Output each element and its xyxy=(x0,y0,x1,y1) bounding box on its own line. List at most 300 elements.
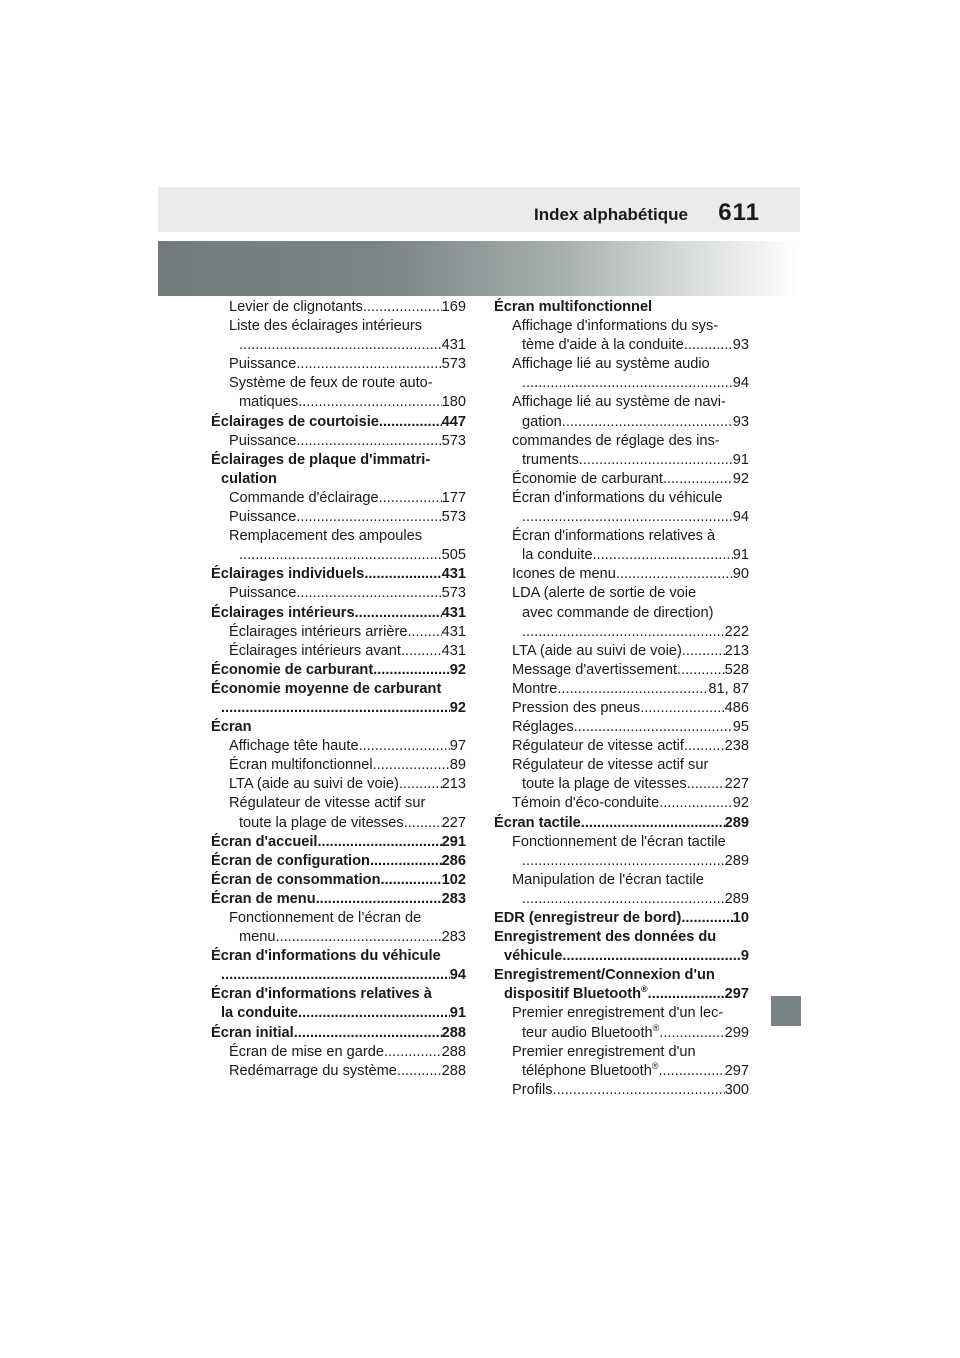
index-line xyxy=(229,508,466,527)
page-reference[interactable]: 93 xyxy=(732,413,749,430)
index-subentry xyxy=(494,794,749,813)
page-reference[interactable]: 286 xyxy=(441,852,466,869)
index-line xyxy=(512,756,749,775)
index-line xyxy=(512,470,749,489)
index-subentry xyxy=(211,355,466,374)
page-reference[interactable]: 431 xyxy=(441,337,466,354)
index-entry xyxy=(211,947,466,985)
index-subentry xyxy=(494,565,749,584)
dot-leader xyxy=(399,775,442,794)
dot-leader xyxy=(522,623,725,642)
index-subentry xyxy=(211,432,466,451)
index-entry xyxy=(211,833,466,852)
page-reference[interactable]: 528 xyxy=(724,661,749,678)
index-term: Écran initial xyxy=(211,1024,294,1041)
index-term: Écran xyxy=(211,719,252,736)
index-line xyxy=(229,909,466,928)
index-line xyxy=(229,546,466,565)
index-line xyxy=(512,794,749,813)
index-line xyxy=(211,565,466,584)
index-subentry xyxy=(494,1004,749,1042)
dot-leader xyxy=(522,508,733,527)
index-entry xyxy=(494,814,749,833)
page-reference[interactable]: 213 xyxy=(441,776,466,793)
page-reference[interactable]: 81, 87 xyxy=(708,680,749,697)
index-line xyxy=(494,928,749,947)
index-entry xyxy=(211,871,466,890)
index-term: Affichage d'informations du sys- xyxy=(512,318,719,335)
header-band xyxy=(158,187,800,232)
index-line xyxy=(512,1024,749,1043)
page-reference[interactable]: 431 xyxy=(441,566,466,583)
index-term: Régulateur de vitesse actif xyxy=(512,738,684,755)
index-line xyxy=(211,1004,466,1023)
page-reference[interactable]: 289 xyxy=(724,814,749,831)
index-line xyxy=(494,909,749,928)
index-subentry xyxy=(494,1081,749,1100)
index-line xyxy=(512,1062,749,1081)
page-reference[interactable]: 92 xyxy=(449,699,466,716)
index-line xyxy=(211,699,466,718)
index-subentry xyxy=(494,871,749,909)
dot-leader xyxy=(640,699,724,718)
page-reference[interactable]: 94 xyxy=(732,375,749,392)
page-reference[interactable]: 289 xyxy=(724,852,749,869)
page-reference[interactable]: 222 xyxy=(724,623,749,640)
index-term: Affichage tête haute xyxy=(229,738,359,755)
index-subentry xyxy=(494,1043,749,1081)
dot-leader xyxy=(355,604,442,623)
dot-leader xyxy=(359,737,450,756)
dot-leader xyxy=(221,966,450,985)
index-line xyxy=(512,432,749,451)
dot-leader xyxy=(363,298,442,317)
index-line xyxy=(211,833,466,852)
dot-leader xyxy=(522,852,725,871)
index-subentry xyxy=(211,794,466,832)
index-term: Écran de mise en garde xyxy=(229,1043,384,1060)
index-line xyxy=(512,508,749,527)
dot-leader xyxy=(659,1024,724,1043)
page-reference[interactable]: 431 xyxy=(441,623,466,640)
index-term: Écran d'informations relatives à xyxy=(512,528,716,545)
index-term: menu xyxy=(239,929,276,946)
index-term: Affichage lié au système audio xyxy=(512,356,710,373)
page-reference[interactable]: 291 xyxy=(441,833,466,850)
index-line xyxy=(512,833,749,852)
index-line xyxy=(229,756,466,775)
index-subentry xyxy=(211,508,466,527)
index-entry xyxy=(494,909,749,928)
page-reference[interactable]: 283 xyxy=(441,890,466,907)
page-reference[interactable]: 486 xyxy=(724,699,749,716)
page-reference[interactable]: 91 xyxy=(732,547,749,564)
index-line xyxy=(512,1004,749,1023)
index-term: Système de feux de route auto- xyxy=(229,375,433,392)
dot-leader xyxy=(296,355,441,374)
page-reference[interactable]: 299 xyxy=(724,1024,749,1041)
index-subentry xyxy=(494,432,749,470)
index-line xyxy=(512,546,749,565)
index-line xyxy=(229,355,466,374)
registered-mark: ® xyxy=(641,985,648,995)
index-line xyxy=(229,775,466,794)
index-term: LTA (aide au suivi de voie) xyxy=(229,776,399,793)
index-line xyxy=(512,680,749,699)
dot-leader xyxy=(407,623,441,642)
index-entry xyxy=(211,604,466,623)
index-subentry xyxy=(211,737,466,756)
dot-leader xyxy=(522,374,733,393)
dot-leader xyxy=(239,336,442,355)
index-line xyxy=(512,355,749,374)
index-term: teur audio Bluetooth® xyxy=(522,1023,660,1041)
page-reference[interactable]: 180 xyxy=(441,394,466,411)
index-term: Commande d'éclairage xyxy=(229,489,379,506)
index-subentry xyxy=(494,489,749,527)
index-subentry xyxy=(211,642,466,661)
index-term: Éclairages intérieurs arrière xyxy=(229,623,408,640)
index-line xyxy=(211,680,466,699)
dot-leader xyxy=(296,508,441,527)
index-line xyxy=(211,947,466,966)
page-reference[interactable]: 431 xyxy=(441,604,466,621)
index-term: Redémarrage du système xyxy=(229,1062,397,1079)
index-line xyxy=(211,1024,466,1043)
dot-leader xyxy=(316,890,442,909)
index-term: Premier enregistrement d'un lec- xyxy=(512,1005,724,1022)
index-line xyxy=(512,527,749,546)
page-reference[interactable]: 92 xyxy=(449,661,466,678)
index-subentry xyxy=(494,642,749,661)
index-entry xyxy=(494,966,749,1004)
index-line xyxy=(512,374,749,393)
index-term: Message d'avertissement xyxy=(512,661,678,678)
index-subentry xyxy=(494,355,749,393)
index-line xyxy=(211,890,466,909)
page-reference[interactable]: 573 xyxy=(441,356,466,373)
index-line xyxy=(211,852,466,871)
index-line xyxy=(229,737,466,756)
index-subentry xyxy=(494,317,749,355)
index-column-left xyxy=(211,298,466,1081)
index-term: Témoin d'éco-conduite xyxy=(512,795,660,812)
index-subentry xyxy=(494,470,749,489)
index-line xyxy=(512,393,749,412)
index-line xyxy=(229,298,466,317)
index-line xyxy=(512,1043,749,1062)
dot-leader xyxy=(370,852,442,871)
index-term: Enregistrement des données du xyxy=(494,929,717,946)
dot-leader xyxy=(682,642,725,661)
index-term: Écran tactile xyxy=(494,814,581,831)
index-term: Écran d'informations du véhicule xyxy=(512,489,723,506)
page-reference[interactable]: 300 xyxy=(724,1081,749,1098)
index-term: la conduite xyxy=(221,1005,299,1022)
index-term: Fonctionnement de l'écran tactile xyxy=(512,833,726,850)
index-entry xyxy=(211,565,466,584)
index-term: Enregistrement/Connexion d'un xyxy=(494,967,715,984)
dot-leader xyxy=(581,814,725,833)
index-line xyxy=(229,642,466,661)
index-term: Économie de carburant xyxy=(512,470,663,487)
dot-leader xyxy=(681,909,732,928)
index-subentry xyxy=(211,623,466,642)
index-term: Éclairages intérieurs xyxy=(211,604,355,621)
index-term: Puissance xyxy=(229,585,297,602)
index-term: Levier de clignotants xyxy=(229,299,363,315)
index-line xyxy=(512,623,749,642)
index-term: LTA (aide au suivi de voie) xyxy=(512,642,682,659)
decorative-gradient-bar xyxy=(158,241,800,296)
index-line xyxy=(512,584,749,603)
page-reference[interactable]: 288 xyxy=(441,1062,466,1079)
page-reference[interactable]: 95 xyxy=(732,719,749,736)
index-entry xyxy=(211,680,466,718)
index-subentry xyxy=(494,393,749,431)
index-subentry xyxy=(494,527,749,565)
dot-leader xyxy=(239,546,442,565)
index-term: Écran d'informations relatives à xyxy=(211,986,432,1003)
page-reference[interactable]: 283 xyxy=(441,929,466,946)
dot-leader xyxy=(684,737,725,756)
dot-leader xyxy=(298,1004,450,1023)
index-term: Éclairages de courtoisie xyxy=(211,413,379,430)
index-term: EDR (enregistreur de bord) xyxy=(494,910,682,926)
index-line xyxy=(494,966,749,985)
index-term: véhicule xyxy=(504,948,563,965)
dot-leader xyxy=(384,1043,442,1062)
page-reference[interactable]: 91 xyxy=(732,451,749,468)
dot-leader xyxy=(379,413,442,432)
index-term: Remplacement des ampoules xyxy=(229,528,423,545)
index-line xyxy=(512,604,749,623)
index-term: commandes de réglage des ins- xyxy=(512,432,720,449)
index-line xyxy=(512,489,749,508)
index-subentry xyxy=(211,374,466,412)
page-reference[interactable]: 177 xyxy=(441,489,466,506)
index-line xyxy=(229,1062,466,1081)
index-term: Puissance xyxy=(229,432,297,449)
index-term: tème d'aide à la conduite xyxy=(522,337,684,354)
side-tab-marker xyxy=(771,996,801,1026)
page-reference[interactable]: 90 xyxy=(732,566,749,583)
index-entry xyxy=(211,451,466,489)
index-entry xyxy=(211,718,466,737)
index-term: Éclairages intérieurs avant xyxy=(229,642,401,659)
dot-leader xyxy=(296,432,441,451)
index-entry xyxy=(211,852,466,871)
index-term: Écran de menu xyxy=(211,890,316,907)
dot-leader xyxy=(557,680,708,699)
dot-leader xyxy=(658,1062,724,1081)
dot-leader xyxy=(684,336,733,355)
index-line xyxy=(512,317,749,336)
index-subentry xyxy=(211,756,466,775)
page-reference[interactable]: 297 xyxy=(724,1062,749,1079)
registered-mark: ® xyxy=(651,1061,659,1071)
page-reference[interactable]: 94 xyxy=(449,967,466,984)
index-term: Régulateur de vitesse actif sur xyxy=(229,795,426,812)
page-reference[interactable]: 89 xyxy=(449,757,466,774)
dot-leader xyxy=(397,1062,442,1081)
index-line xyxy=(211,413,466,432)
page-reference[interactable]: 227 xyxy=(724,776,749,793)
index-term: la conduite xyxy=(522,547,593,564)
index-term: Économie de carburant xyxy=(211,661,374,678)
index-term: Écran d'informations du véhicule xyxy=(211,948,441,965)
index-line xyxy=(211,470,466,489)
index-entry xyxy=(211,1024,466,1043)
index-term: Éclairages individuels xyxy=(211,566,365,583)
index-term: Icones de menu xyxy=(512,566,616,583)
index-subentry xyxy=(494,756,749,794)
index-line xyxy=(229,489,466,508)
index-line xyxy=(512,852,749,871)
index-term: Éclairages de plaque d'immatri- xyxy=(211,451,431,468)
index-line xyxy=(229,928,466,947)
index-line xyxy=(512,642,749,661)
page-reference[interactable]: 169 xyxy=(441,299,466,315)
index-line xyxy=(229,317,466,336)
index-entry xyxy=(211,413,466,432)
index-line xyxy=(512,413,749,432)
page-reference[interactable]: 573 xyxy=(441,432,466,449)
index-term: Fonctionnement de l’écran de xyxy=(229,910,422,926)
page-reference[interactable]: 97 xyxy=(449,738,466,755)
index-term: Régulateur de vitesse actif sur xyxy=(512,757,709,774)
page-reference[interactable]: 227 xyxy=(441,814,466,831)
page-reference[interactable]: 238 xyxy=(724,738,749,755)
index-line xyxy=(229,1043,466,1062)
index-line xyxy=(512,661,749,680)
index-term: Écran d'accueil xyxy=(211,833,318,850)
page-reference[interactable]: 297 xyxy=(724,986,749,1003)
index-entry xyxy=(211,985,466,1023)
page-reference[interactable]: 447 xyxy=(441,413,466,430)
index-line xyxy=(512,565,749,584)
index-line xyxy=(211,718,466,737)
page-reference[interactable]: 573 xyxy=(441,509,466,526)
index-line xyxy=(211,985,466,1004)
index-term: Manipulation de l'écran tactile xyxy=(512,871,704,888)
index-subentry xyxy=(211,1043,466,1062)
page-reference[interactable]: 10 xyxy=(732,910,749,926)
dot-leader xyxy=(562,947,740,966)
index-term: Pression des pneus xyxy=(512,699,641,716)
page-reference[interactable]: 288 xyxy=(441,1043,466,1060)
dot-leader xyxy=(401,642,442,661)
page-reference[interactable]: 93 xyxy=(732,337,749,354)
index-term: avec commande de direction) xyxy=(522,604,714,621)
page-reference[interactable]: 431 xyxy=(441,642,466,659)
index-term: téléphone Bluetooth® xyxy=(522,1061,659,1079)
dot-leader xyxy=(553,1081,725,1100)
page-reference[interactable]: 289 xyxy=(724,890,749,907)
index-line xyxy=(229,374,466,393)
page-reference[interactable]: 213 xyxy=(724,642,749,659)
page-reference[interactable]: 91 xyxy=(449,1005,466,1022)
index-term: matiques xyxy=(239,394,299,411)
index-line xyxy=(229,814,466,833)
registered-mark: ® xyxy=(652,1023,660,1033)
index-term: Écran multifonctionnel xyxy=(229,757,373,774)
index-term: LDA (alerte de sortie de voie xyxy=(512,585,697,602)
index-line xyxy=(229,527,466,546)
page-reference[interactable]: 102 xyxy=(441,871,466,888)
index-subentry xyxy=(211,1062,466,1081)
index-subentry xyxy=(211,584,466,603)
page-reference[interactable]: 94 xyxy=(732,509,749,526)
index-line xyxy=(512,871,749,890)
dot-leader xyxy=(677,661,725,680)
index-term: Écran de configuration xyxy=(211,852,370,869)
index-subentry xyxy=(211,489,466,508)
index-term: dispositif Bluetooth® xyxy=(504,985,648,1003)
page-reference[interactable]: 92 xyxy=(732,795,749,812)
index-subentry xyxy=(211,298,466,317)
index-term: Affichage lié au système de navi- xyxy=(512,394,726,411)
index-term: gation xyxy=(522,413,562,430)
index-entry xyxy=(211,661,466,680)
index-term: Puissance xyxy=(229,509,297,526)
dot-leader xyxy=(373,661,450,680)
dot-leader xyxy=(687,775,725,794)
index-term: Économie moyenne de carburant xyxy=(211,680,442,697)
index-subentry xyxy=(494,718,749,737)
section-title: Index alphabétique xyxy=(534,205,688,224)
page-number: 611 xyxy=(718,199,760,226)
dot-leader xyxy=(296,584,441,603)
page-reference[interactable]: 9 xyxy=(740,948,749,965)
dot-leader xyxy=(221,699,450,718)
index-line xyxy=(211,966,466,985)
index-line xyxy=(229,623,466,642)
dot-leader xyxy=(381,871,442,890)
dot-leader xyxy=(404,814,442,833)
page-reference[interactable]: 92 xyxy=(732,470,749,487)
index-line xyxy=(229,393,466,412)
dot-leader xyxy=(373,756,450,775)
index-subentry xyxy=(211,909,466,947)
index-term: truments xyxy=(522,451,579,468)
index-subentry xyxy=(211,775,466,794)
index-subentry xyxy=(494,833,749,871)
index-line xyxy=(512,718,749,737)
page-reference[interactable]: 288 xyxy=(441,1024,466,1041)
index-line xyxy=(494,985,749,1004)
index-line xyxy=(211,451,466,470)
index-term: Écran de consommation xyxy=(211,871,381,888)
dot-leader xyxy=(298,393,441,412)
dot-leader xyxy=(379,489,442,508)
index-term: Écran multifonctionnel xyxy=(494,299,653,315)
index-subentry xyxy=(211,527,466,565)
index-line xyxy=(512,890,749,909)
page-reference[interactable]: 573 xyxy=(441,585,466,602)
page-reference[interactable]: 505 xyxy=(441,547,466,564)
index-entry xyxy=(494,928,749,966)
dot-leader xyxy=(562,413,733,432)
index-line xyxy=(512,1081,749,1100)
dot-leader xyxy=(616,565,733,584)
index-line xyxy=(229,432,466,451)
index-term: toute la plage de vitesses xyxy=(239,814,404,831)
index-line xyxy=(494,298,749,317)
index-entry xyxy=(494,298,749,317)
index-term: Premier enregistrement d'un xyxy=(512,1043,696,1060)
index-line xyxy=(211,661,466,680)
